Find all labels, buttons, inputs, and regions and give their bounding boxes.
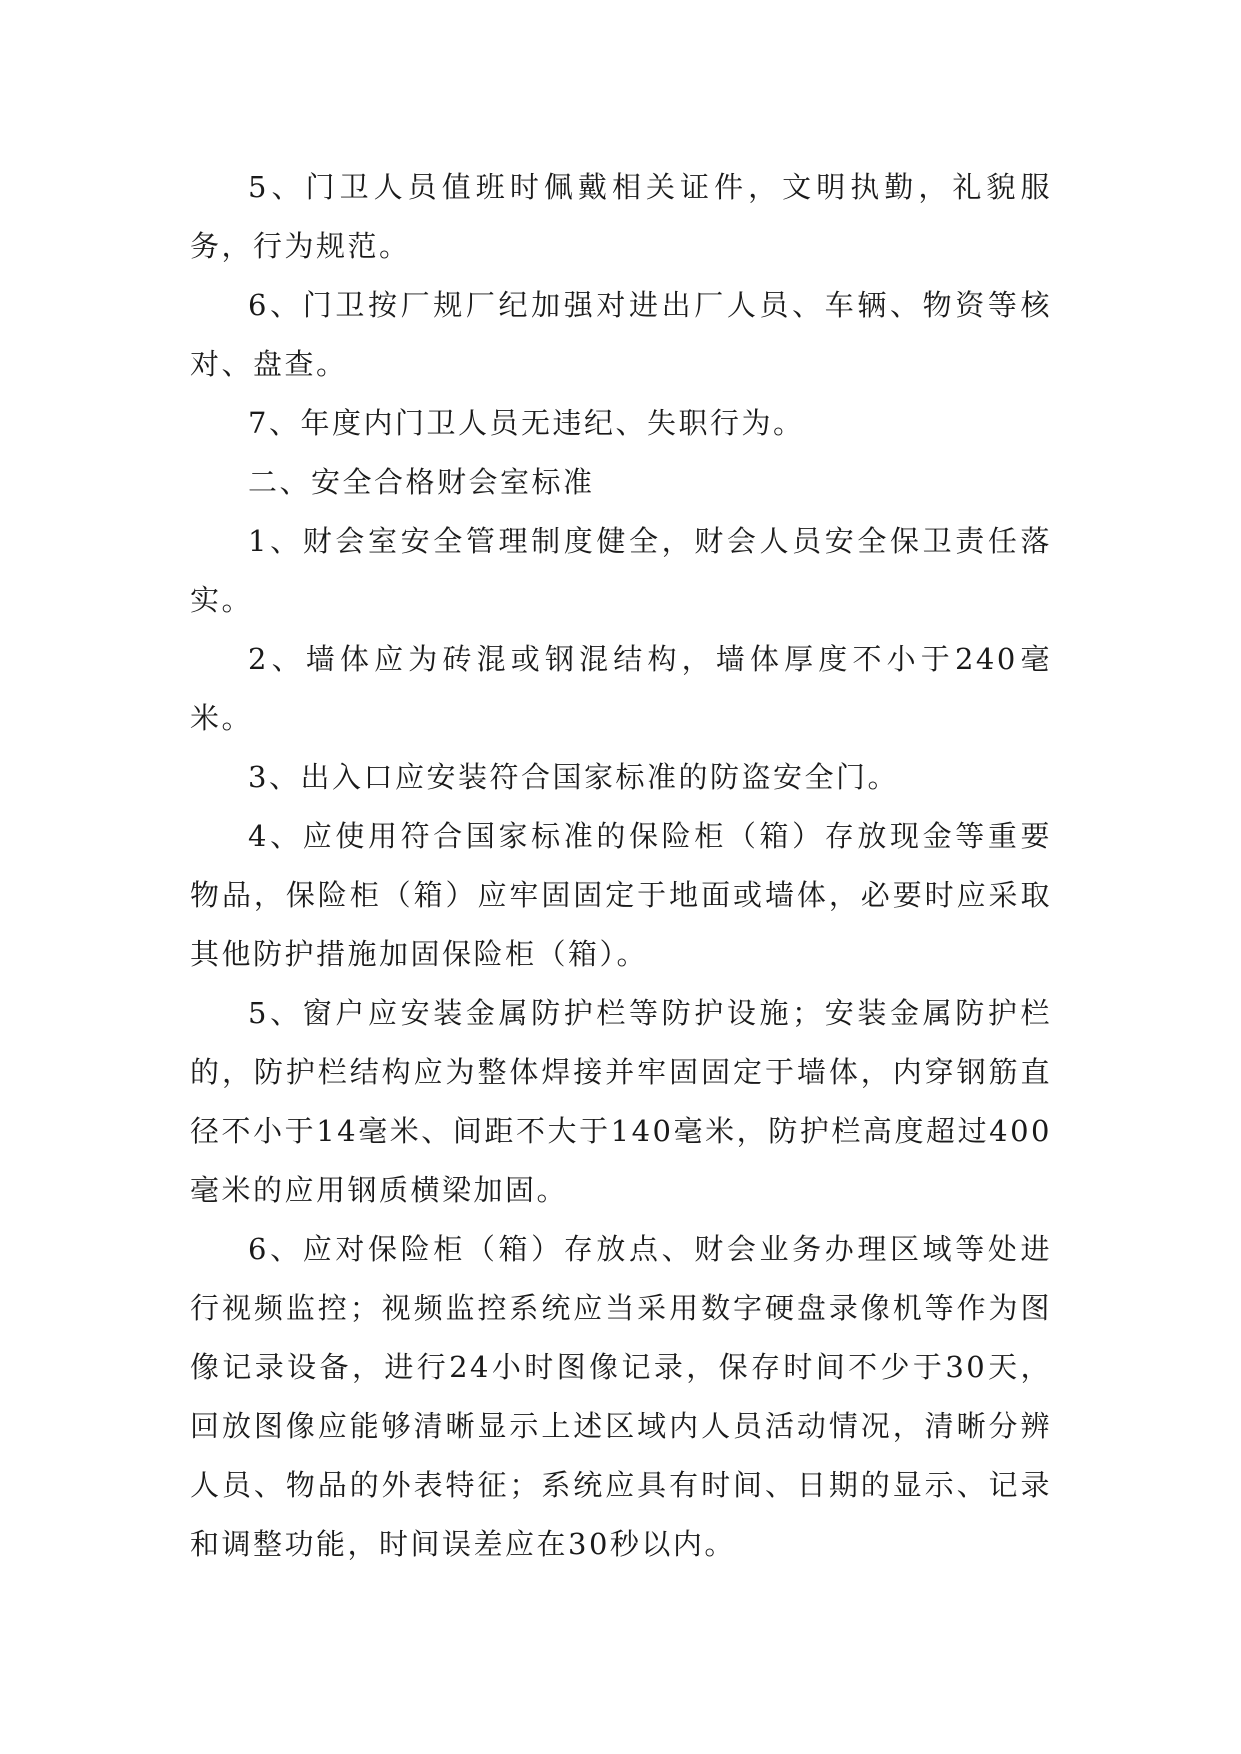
paragraph-security-door: 3、出入口应安装符合国家标准的防盗安全门。 — [248, 760, 899, 794]
paragraph-gate-guard-credentials: 5、门卫人员值班时佩戴相关证件，文明执勤，礼貌服务，行为规范。 — [190, 170, 1052, 263]
paragraph-gate-guard-conduct: 7、年度内门卫人员无违纪、失职行为。 — [248, 406, 805, 440]
document-page — [190, 158, 1052, 1574]
section-heading-finance-room: 二、安全合格财会室标准 — [248, 465, 595, 499]
paragraph-wall-structure: 2、墙体应为砖混或钢混结构，墙体厚度不小于240毫米。 — [190, 642, 1052, 735]
paragraph-finance-management: 1、财会室安全管理制度健全，财会人员安全保卫责任落实。 — [190, 524, 1052, 617]
paragraph-gate-guard-inspection: 6、门卫按厂规厂纪加强对进出厂人员、车辆、物资等核对、盘查。 — [190, 288, 1052, 381]
paragraph-video-monitoring: 6、应对保险柜（箱）存放点、财会业务办理区域等处进行视频监控；视频监控系统应当采用数字硬盘录像机等作为图像记录设备，进行24小时图像记录，保存时间不少于30天，回放图像应能够清晰显示上述区域内人员活动情况，清晰分辨人员、物品的外表特征；系统应具有时间、日期的显示、记录和调整功能，时间误差应在30秒以内。 — [190, 1232, 1052, 1561]
paragraph-safe-box: 4、应使用符合国家标准的保险柜（箱）存放现金等重要物品，保险柜（箱）应牢固固定于地面或墙体，必要时应采取其他防护措施加固保险柜（箱）。 — [190, 819, 1052, 971]
paragraph-window-guard: 5、窗户应安装金属防护栏等防护设施；安装金属防护栏的，防护栏结构应为整体焊接并牢固固定于墙体，内穿钢筋直径不小于14毫米、间距不大于140毫米，防护栏高度超过400毫米的应用钢质横梁加固。 — [190, 996, 1052, 1207]
